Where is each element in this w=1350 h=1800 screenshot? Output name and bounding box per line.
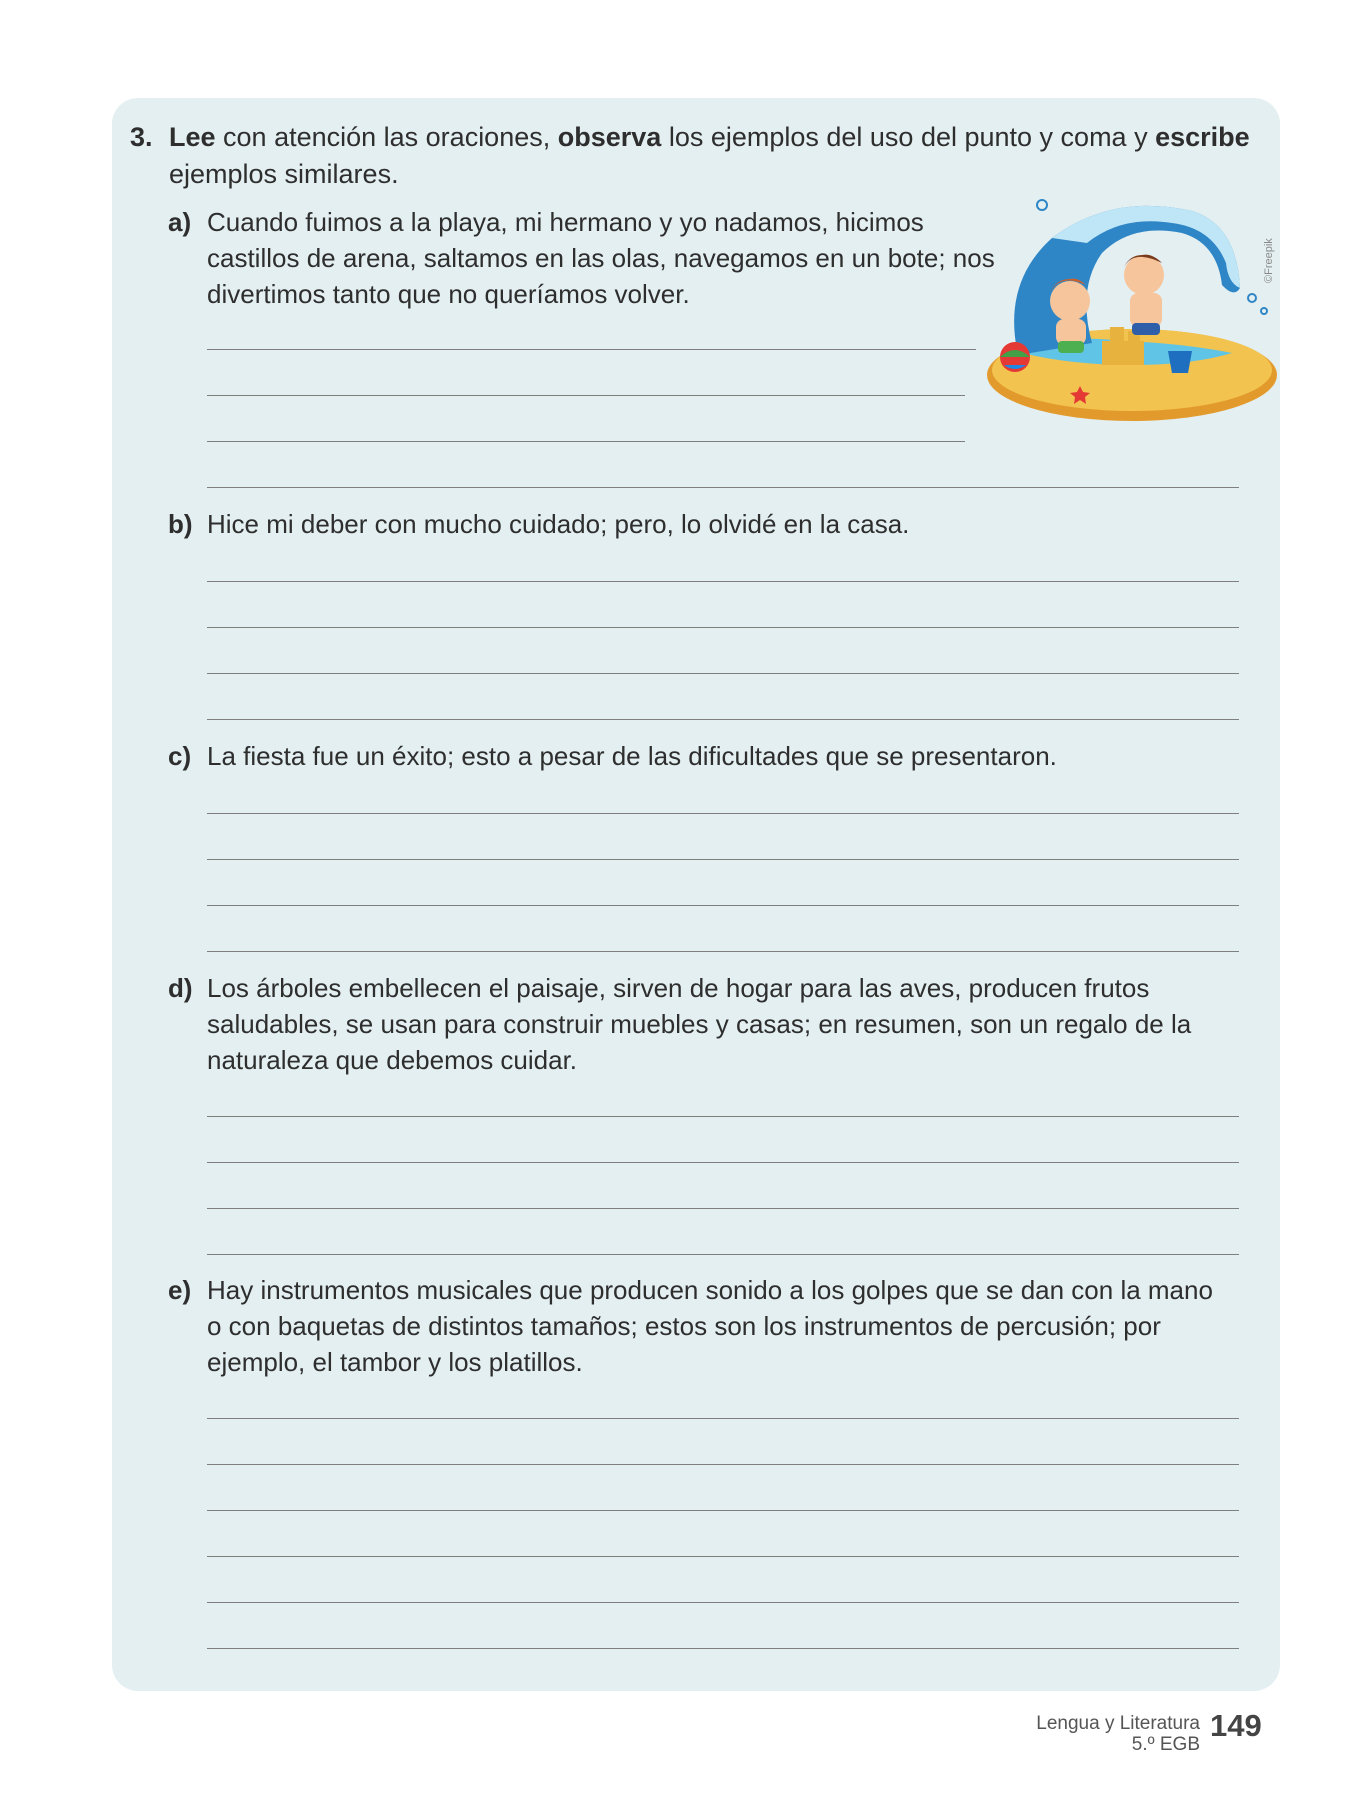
answer-line[interactable]: [207, 1464, 1239, 1465]
answer-line[interactable]: [207, 905, 1239, 906]
item-sentence: Hice mi deber con mucho cuidado; pero, lo olvidé en la casa.: [207, 509, 910, 539]
children-beach-sandcastle-illustration: [982, 193, 1282, 431]
item-label: a): [168, 207, 192, 237]
item-label: c): [168, 741, 192, 771]
answer-line[interactable]: [207, 441, 965, 442]
item-label: d): [168, 973, 193, 1003]
answer-line[interactable]: [207, 1254, 1239, 1255]
answer-line[interactable]: [207, 349, 976, 350]
item-sentence: Los árboles embellecen el paisaje, sirven de hogar para las aves, producen frutos saludables, se usan para construir muebles y casas; en resumen, son un regalo de la naturaleza que debemos cuidar.: [207, 973, 1192, 1075]
answer-line[interactable]: [207, 1162, 1239, 1163]
answer-line[interactable]: [207, 1510, 1239, 1511]
answer-line[interactable]: [207, 673, 1239, 674]
answer-line[interactable]: [207, 1208, 1239, 1209]
answer-line[interactable]: [207, 487, 1239, 488]
answer-line[interactable]: [207, 581, 1239, 582]
item-e: [168, 1272, 1280, 1380]
exercise-number: 3.: [130, 122, 153, 152]
answer-line[interactable]: [207, 627, 1239, 628]
footer-subject: [1000, 1713, 1200, 1755]
answer-line[interactable]: [207, 951, 1239, 952]
answer-line[interactable]: [207, 859, 1239, 860]
answer-line[interactable]: [207, 1602, 1239, 1603]
instruction-text: Lee con atención las oraciones, observa los ejemplos del uso del punto y coma y escribe ejemplos similares.: [169, 122, 1250, 189]
answer-line[interactable]: [207, 395, 965, 396]
item-sentence: Cuando fuimos a la playa, mi hermano y yo nadamos, hicimos castillos de arena, saltamos en las olas, navegamos en un bote; nos divertimos tanto que no queríamos volver.: [207, 207, 995, 309]
answer-line[interactable]: [207, 1418, 1239, 1419]
item-d: [168, 970, 1278, 1078]
item-a: [168, 204, 1008, 312]
page-number: 149: [1210, 1708, 1262, 1743]
answer-line[interactable]: [207, 813, 1239, 814]
answer-line[interactable]: [207, 1648, 1239, 1649]
item-sentence: La fiesta fue un éxito; esto a pesar de las dificultades que se presentaron.: [207, 741, 1057, 771]
grade-level: 5.º EGB: [1131, 1734, 1200, 1755]
image-credit: ©Freepik: [1263, 238, 1275, 283]
item-sentence: Hay instrumentos musicales que producen sonido a los golpes que se dan con la mano o con baquetas de distintos tamaños; estos son los instrumentos de percusión; por ejemplo, el tambor y los platillos.: [207, 1275, 1213, 1377]
item-label: e): [168, 1275, 192, 1305]
subject-name: Lengua y Literatura: [1036, 1713, 1200, 1734]
item-b: [168, 506, 1278, 542]
exercise-instruction: [130, 119, 1260, 193]
item-c: [168, 738, 1278, 774]
answer-line[interactable]: [207, 1556, 1239, 1557]
answer-line[interactable]: [207, 719, 1239, 720]
answer-line[interactable]: [207, 1116, 1239, 1117]
item-label: b): [168, 509, 193, 539]
